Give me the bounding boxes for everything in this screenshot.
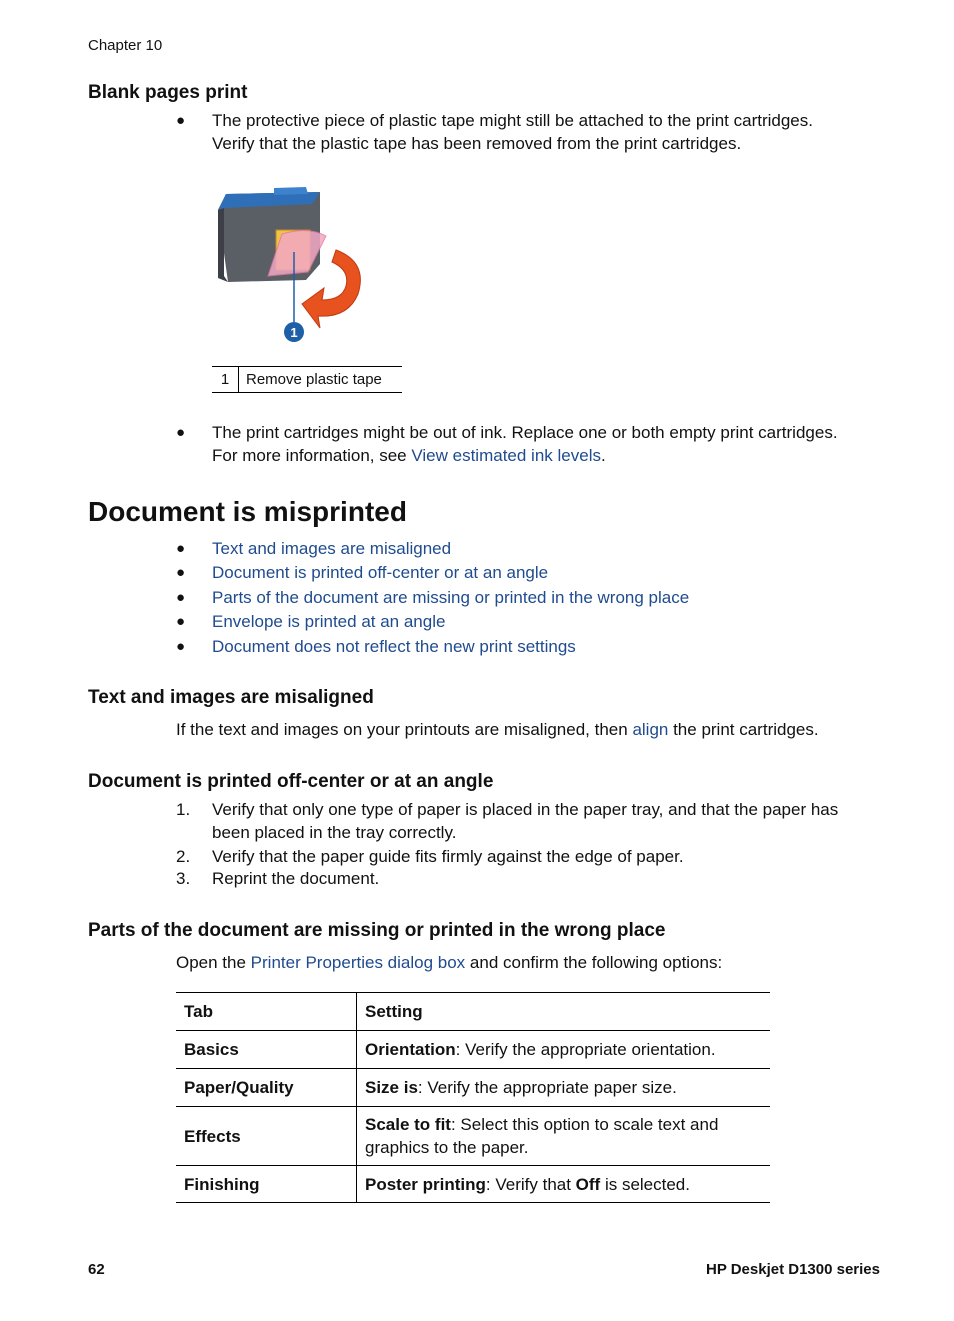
table-cell-setting — [357, 1069, 771, 1107]
text-span: If the text and images on your printouts are misaligned, then — [176, 720, 633, 739]
setting-desc: is selected. — [600, 1174, 690, 1194]
text-span: . — [600, 446, 606, 465]
cartridge-illustration — [208, 182, 368, 347]
bullet-icon: ● — [176, 112, 186, 129]
page-number: 62 — [88, 1261, 105, 1278]
bullet-icon: ● — [176, 540, 186, 557]
callout-number: 1 — [212, 367, 239, 392]
heading-misaligned: Text and images are misaligned — [88, 687, 374, 708]
setting-desc: graphics to the paper. — [365, 1138, 529, 1157]
missing-paragraph — [176, 951, 722, 974]
table-cell-tab: Effects — [176, 1107, 357, 1166]
text-span: and confirm the following options: — [465, 953, 723, 972]
options-table — [176, 992, 770, 1203]
table-header-row — [176, 993, 770, 1031]
misaligned-paragraph — [176, 718, 819, 741]
setting-desc: : Verify that — [485, 1174, 576, 1194]
cartridge-handle-shape — [274, 187, 308, 195]
link-printer-properties[interactable]: Printer Properties dialog box — [250, 953, 466, 972]
setting-value: Off — [575, 1174, 601, 1194]
bullet-icon: ● — [176, 613, 186, 630]
bullet-text-ink — [212, 421, 838, 467]
step-text-line: been placed in the tray correctly. — [212, 823, 457, 842]
table-row — [176, 1069, 770, 1107]
setting-name: Scale to fit — [365, 1115, 451, 1134]
step-text-line: Verify that only one type of paper is placed in the paper tray, and that the paper has — [212, 800, 839, 819]
link-off-center[interactable]: Document is printed off-center or at an angle — [212, 563, 549, 582]
setting-desc: : Verify the appropriate paper size. — [417, 1078, 677, 1097]
link-align[interactable]: align — [632, 720, 669, 739]
callout-legend — [212, 366, 402, 393]
bullet-text-line — [212, 444, 838, 467]
product-name: HP Deskjet D1300 series — [705, 1261, 880, 1278]
step-number: 1. — [176, 800, 191, 819]
step-number: 3. — [176, 869, 191, 888]
bullet-text-line: The protective piece of plastic tape might still be attached to the print cartridges. — [212, 111, 813, 130]
chapter-label: Chapter 10 — [88, 37, 163, 54]
table-row — [176, 1166, 770, 1203]
callout-marker-label: 1 — [290, 325, 298, 340]
callout-label: Remove plastic tape — [246, 371, 382, 388]
link-parts-missing[interactable]: Parts of the document are missing or printed in the wrong place — [212, 588, 690, 607]
page-title: Document is misprinted — [88, 496, 407, 527]
bullet-text-line: Verify that the plastic tape has been removed from the print cartridges. — [212, 134, 742, 153]
table-row — [176, 1031, 770, 1069]
table-cell-tab: Finishing — [176, 1166, 357, 1203]
table-header-tab: Tab — [176, 993, 357, 1031]
step-text — [212, 798, 838, 844]
setting-name: Size is — [365, 1078, 418, 1097]
link-new-settings[interactable]: Document does not reflect the new print settings — [212, 637, 576, 656]
bullet-icon: ● — [176, 424, 186, 441]
table-row — [176, 1107, 770, 1166]
table-cell-tab: Paper/Quality — [176, 1069, 357, 1107]
bullet-icon: ● — [176, 564, 186, 581]
bullet-icon: ● — [176, 589, 186, 606]
text-span: Open the — [176, 953, 251, 972]
link-text-misaligned[interactable]: Text and images are misaligned — [212, 539, 452, 558]
setting-desc: : Select this option to scale text and — [450, 1115, 719, 1134]
table-cell-setting — [357, 1107, 771, 1166]
step-text: Verify that the paper guide fits firmly against the edge of paper. — [212, 847, 684, 866]
bullet-text-line: The print cartridges might be out of ink. Replace one or both empty print cartridges. — [212, 423, 838, 442]
setting-name: Orientation — [365, 1040, 456, 1059]
text-span: the print cartridges. — [668, 720, 819, 739]
table-cell-setting — [357, 1031, 771, 1069]
step-number: 2. — [176, 847, 191, 866]
text-span: For more information, see — [212, 446, 412, 465]
setting-desc: : Verify the appropriate orientation. — [455, 1040, 716, 1059]
table-header-setting: Setting — [357, 993, 771, 1031]
link-view-ink-levels[interactable]: View estimated ink levels — [411, 446, 601, 465]
heading-parts-missing: Parts of the document are missing or printed in the wrong place — [88, 920, 666, 941]
table-cell-setting — [357, 1166, 771, 1203]
heading-blank-pages: Blank pages print — [88, 82, 248, 103]
setting-name: Poster printing — [365, 1174, 486, 1194]
step-text: Reprint the document. — [212, 869, 380, 888]
table-cell-tab: Basics — [176, 1031, 357, 1069]
heading-off-center: Document is printed off-center or at an angle — [88, 771, 494, 792]
bullet-icon: ● — [176, 638, 186, 655]
link-envelope-angle[interactable]: Envelope is printed at an angle — [212, 612, 446, 631]
bullet-text-tape — [212, 109, 813, 155]
